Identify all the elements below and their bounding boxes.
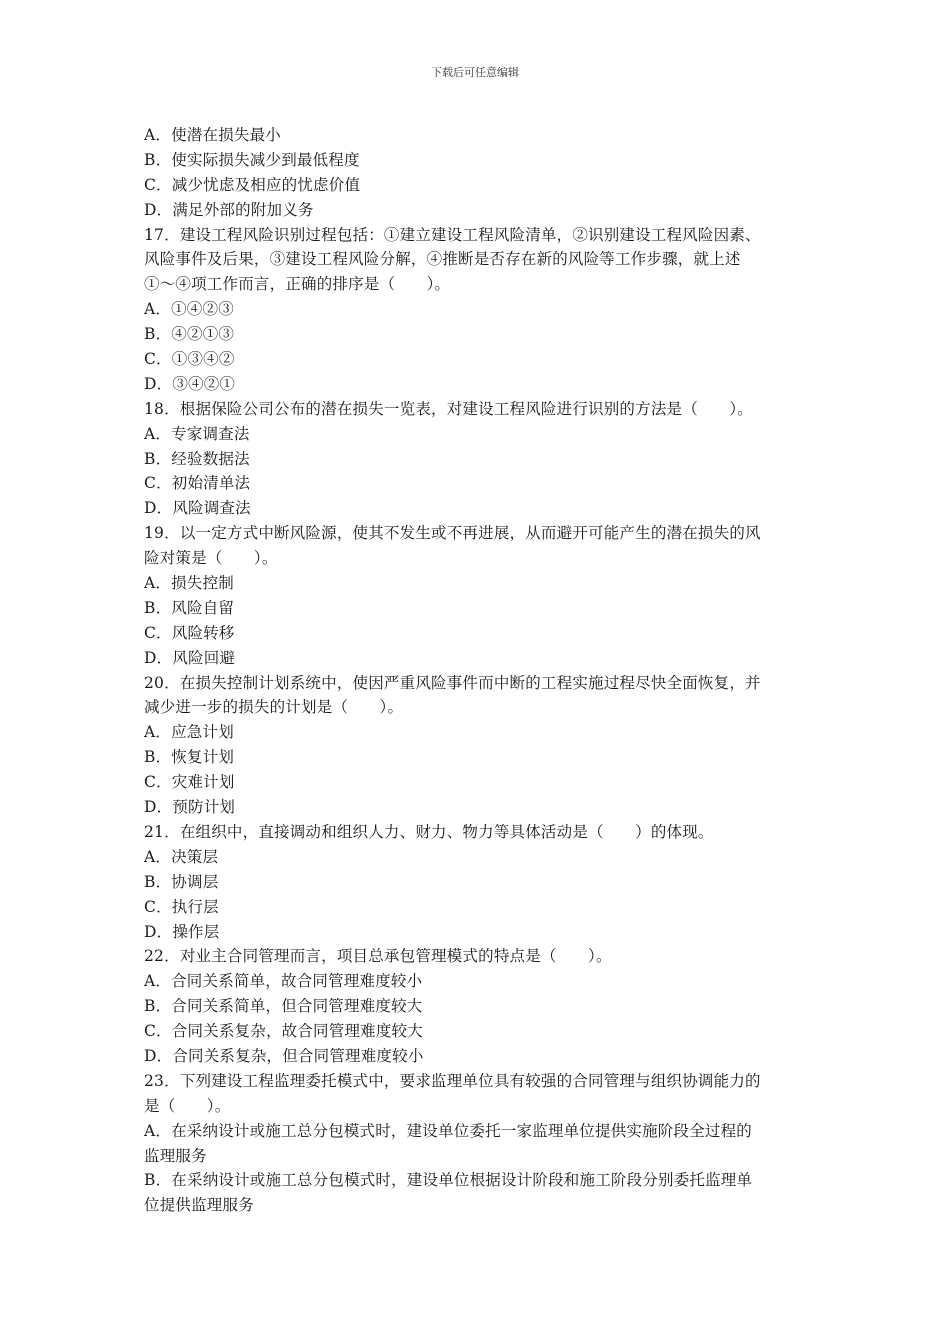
text-line: B．协调层 — [144, 872, 219, 891]
text-line: A．①④②③ — [144, 300, 234, 319]
text-line: B．在采纳设计或施工总分包模式时，建设单位根据设计阶段和施工阶段分别委托监理单 — [144, 1171, 753, 1190]
text-line: B．使实际损失减少到最低程度 — [144, 150, 360, 169]
text-line: B．④②①③ — [144, 325, 235, 344]
question-21: 21．在组织中，直接调动和组织人力、财力、物力等具体活动是（ ）的体现。 — [144, 822, 714, 841]
text-line: A．使潜在损失最小 — [144, 126, 281, 144]
text-line: 风险事件及后果，③建设工程风险分解，④推断是否存在新的风险等工作步骤，就上述 — [144, 250, 741, 269]
text-line: D．满足外部的附加义务 — [144, 200, 314, 219]
text-line: D．风险调查法 — [144, 499, 251, 518]
text-line: ①～④项工作而言，正确的排序是（ ）。 — [144, 275, 451, 294]
text-line: 减少进一步的损失的计划是（ ）。 — [144, 698, 404, 717]
text-line: B．合同关系简单，但合同管理难度较大 — [144, 997, 423, 1016]
text-line: 位提供监理服务 — [144, 1196, 254, 1215]
question-17: 17．建设工程风险识别过程包括：①建立建设工程风险清单，②识别建设工程风险因素、 — [144, 225, 761, 244]
text-line: A．损失控制 — [144, 574, 234, 593]
text-line: D．预防计划 — [144, 798, 236, 817]
text-line: A．在采纳设计或施工总分包模式时，建设单位委托一家监理单位提供实施阶段全过程的 — [144, 1121, 752, 1140]
question-19: 19．以一定方式中断风险源，使其不发生或不再进展，从而避开可能产生的潜在损失的风 — [144, 524, 761, 543]
text-line: 是（ ）。 — [144, 1096, 231, 1115]
text-line: B．风险自留 — [144, 598, 235, 617]
text-line: C．减少忧虑及相应的忧虑价值 — [144, 175, 361, 194]
text-line: B．经验数据法 — [144, 449, 250, 468]
text-line: D．操作层 — [144, 922, 220, 941]
text-line: C．初始清单法 — [144, 474, 251, 493]
question-18: 18．根据保险公司公布的潜在损失一览表，对建设工程风险进行识别的方法是（ ）。 — [144, 399, 753, 418]
question-22: 22．对业主合同管理而言，项目总承包管理模式的特点是（ ）。 — [144, 947, 612, 966]
question-23: 23．下列建设工程监理委托模式中，要求监理单位具有较强的合同管理与组织协调能力的 — [144, 1071, 761, 1090]
text-line: 险对策是（ ）。 — [144, 549, 278, 568]
text-line: C．执行层 — [144, 897, 219, 916]
text-line: A．应急计划 — [144, 723, 234, 742]
text-line: B．恢复计划 — [144, 748, 235, 767]
text-line: 监理服务 — [144, 1146, 207, 1165]
text-line: C．灾难计划 — [144, 773, 235, 792]
text-line: C．风险转移 — [144, 623, 235, 642]
text-line: A．专家调查法 — [144, 424, 250, 443]
text-line: C．①③④② — [144, 350, 235, 369]
document-body — [144, 123, 809, 1218]
question-20: 20．在损失控制计划系统中，使因严重风险事件而中断的工程实施过程尽快全面恢复，并 — [144, 673, 761, 692]
text-line: D．合同关系复杂，但合同管理难度较小 — [144, 1046, 424, 1065]
text-line: A．决策层 — [144, 847, 219, 866]
page-header: 下载后可任意编辑 — [431, 66, 519, 79]
text-line: A．合同关系简单，故合同管理难度较小 — [144, 972, 423, 991]
text-line: D．③④②① — [144, 374, 236, 393]
text-line: C．合同关系复杂，故合同管理难度较大 — [144, 1022, 423, 1041]
text-line: D．风险回避 — [144, 648, 236, 667]
